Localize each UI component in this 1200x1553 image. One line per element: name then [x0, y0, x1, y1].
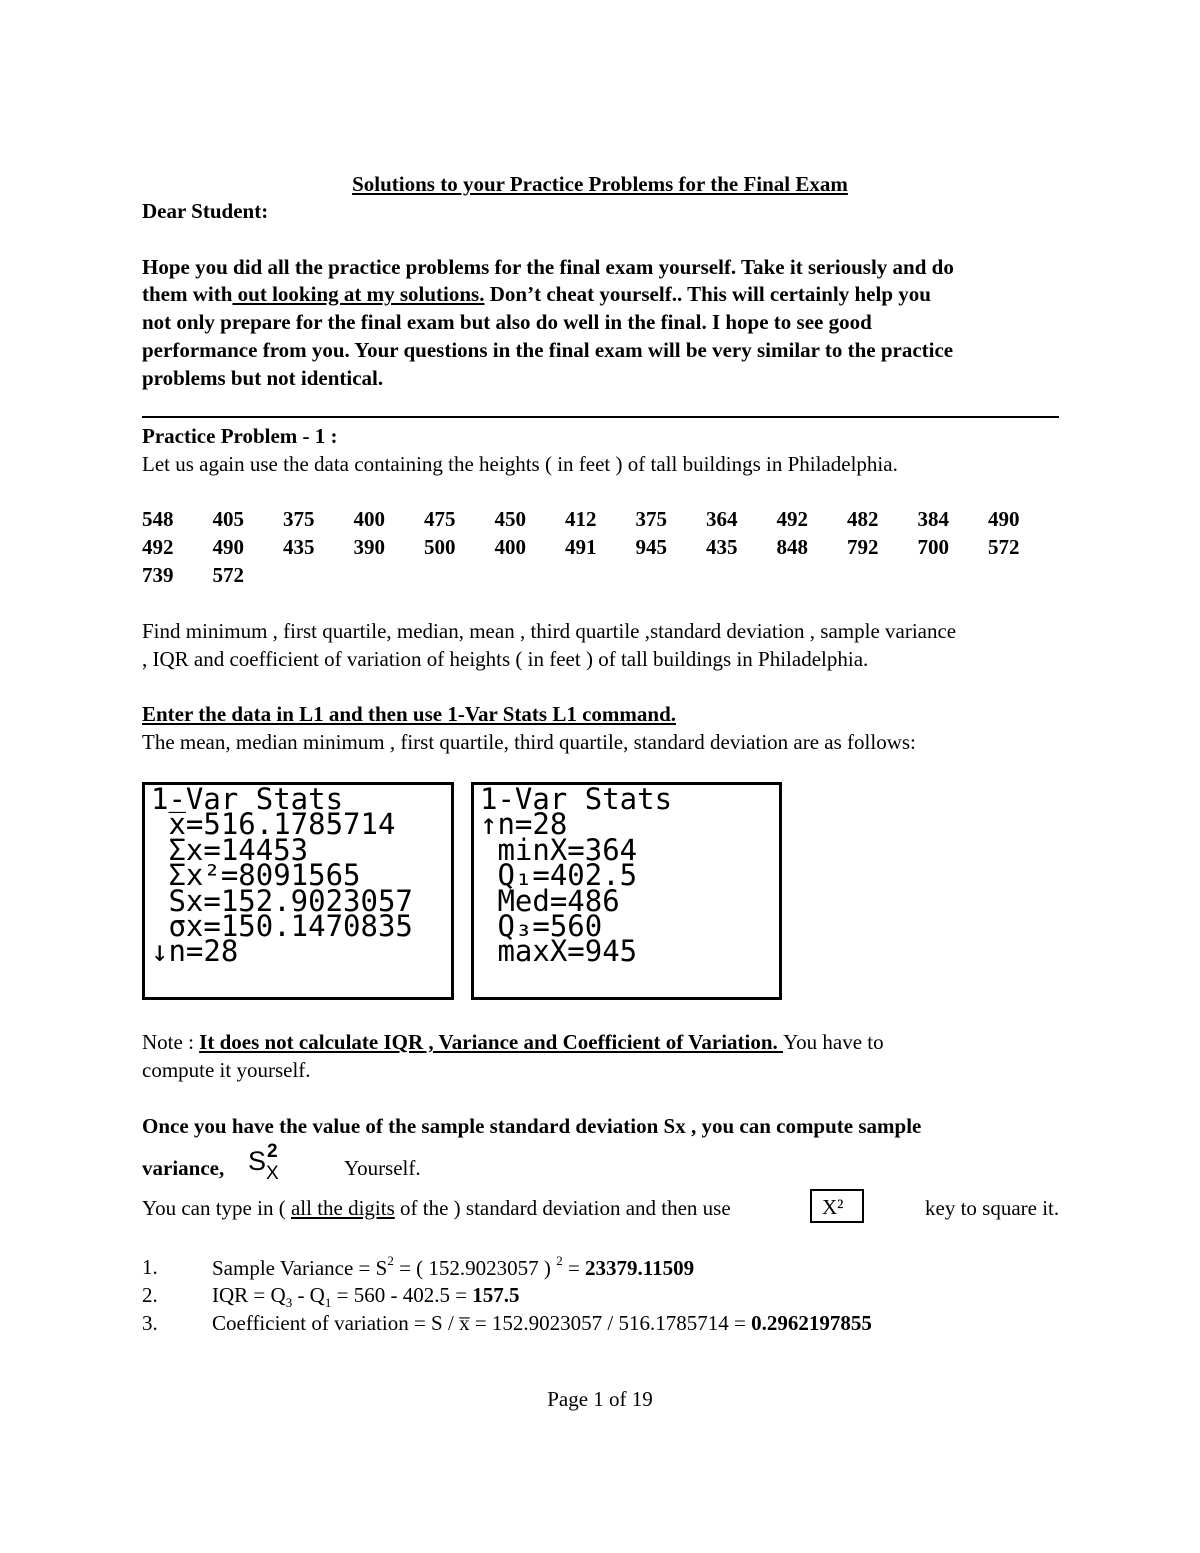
data-value: 375 [635, 507, 667, 531]
data-value: 792 [847, 535, 879, 559]
result-1 [212, 1255, 694, 1281]
data-value: 435 [283, 535, 315, 559]
result-2-value: 157.5 [472, 1283, 520, 1307]
data-value: 492 [776, 507, 808, 531]
result-3 [212, 1311, 872, 1336]
document-title: Solutions to your Practice Problems for the Final Exam [352, 172, 848, 196]
intro-line-2-c: Don’t cheat yourself.. This will certainly help you [484, 282, 931, 306]
result-2-text-c: = 560 - 402.5 = [331, 1283, 473, 1307]
calculator-line: Σx²=8091565 [151, 858, 361, 893]
data-value: 384 [917, 507, 949, 531]
data-value: 572 [212, 563, 244, 587]
variance-symbol-sup: 2 [267, 1141, 278, 1162]
result-2-text: IQR = Q [212, 1283, 286, 1307]
note-line-1 [142, 1030, 884, 1055]
data-value: 548 [142, 507, 174, 531]
variance-yourself: Yourself. [344, 1156, 421, 1180]
calculator-line: Q₁=402.5 [480, 858, 638, 893]
result-2 [212, 1283, 520, 1311]
data-value: 390 [353, 535, 385, 559]
note-prefix: Note : [142, 1030, 200, 1054]
problem-heading: Practice Problem - 1 : [142, 424, 338, 448]
data-value: 405 [212, 507, 244, 531]
data-row-3 [142, 563, 283, 588]
x-squared-key-label: X² [822, 1195, 844, 1219]
data-value: 490 [988, 507, 1020, 531]
data-value: 945 [635, 535, 667, 559]
variance-symbol [248, 1141, 279, 1184]
data-value: 435 [706, 535, 738, 559]
variance-line-3-d: key to square it. [925, 1196, 1060, 1220]
intro-line-4: performance from you. Your questions in the final exam will be very similar to the practice [142, 338, 954, 362]
result-1-text-c: = [562, 1256, 586, 1280]
result-1-number: 1. [142, 1255, 158, 1279]
result-2-sub: 3 [285, 1295, 293, 1311]
data-value: 364 [706, 507, 738, 531]
data-value: 492 [142, 535, 174, 559]
calculator-line: Q₃=560 [480, 909, 603, 943]
intro-line-5: problems but not identical. [142, 366, 384, 390]
calculator-line: minX=364 [480, 832, 638, 867]
data-value: 412 [565, 507, 597, 531]
intro-line-3: not only prepare for the final exam but also do well in the final. I hope to see good [142, 310, 872, 334]
task-line-2: , IQR and coefficient of variation of heights ( in feet ) of tall buildings in Philadelphia. [142, 647, 869, 671]
calculator-screen-2 [471, 782, 782, 1000]
data-value: 848 [776, 535, 808, 559]
data-value: 490 [212, 535, 244, 559]
data-value: 482 [847, 507, 879, 531]
data-row-2 [142, 535, 1059, 560]
instruction-followup: The mean, median minimum , first quartile, third quartile, standard deviation are as follows: [142, 730, 916, 754]
result-1-text: Sample Variance = S [212, 1256, 388, 1280]
result-3-text: Coefficient of variation = S / x̅ = 152.9023057 / 516.1785714 = [212, 1311, 752, 1335]
note-suffix: You have to [783, 1030, 884, 1054]
data-value: 700 [917, 535, 949, 559]
result-1-sup: 2 [387, 1253, 394, 1268]
variance-line-3-c: of the ) standard deviation and then use [394, 1196, 731, 1220]
data-value: 500 [424, 535, 456, 559]
data-row-1 [142, 507, 1059, 532]
result-3-value: 0.2962197855 [751, 1311, 872, 1335]
calculator-line: Sx=152.9023057 [151, 883, 413, 918]
variance-symbol-sub: X [266, 1163, 279, 1184]
note-line-2: compute it yourself. [142, 1058, 311, 1082]
variance-line-3-a: You can type in ( [142, 1196, 291, 1220]
all-the-digits: all the digits [290, 1196, 395, 1220]
section-divider [142, 416, 1059, 418]
result-1-value: 23379.11509 [585, 1256, 695, 1280]
variance-label: variance, [142, 1156, 225, 1180]
calculator-line: Med=486 [480, 883, 620, 918]
variance-line-3 [142, 1196, 731, 1221]
problem-statement: Let us again use the data containing the heights ( in feet ) of tall buildings in Philadelphia. [142, 452, 898, 476]
calculator-line: ↑n=28 [480, 807, 568, 842]
intro-line-1: Hope you did all the practice problems for the final exam yourself. Take it seriously and do [142, 255, 954, 279]
variance-symbol-base: S [248, 1146, 267, 1176]
note-emphasis: It does not calculate IQR , Variance and Coefficient of Variation. [199, 1030, 784, 1054]
data-value: 450 [494, 507, 526, 531]
result-3-number: 3. [142, 1311, 158, 1335]
calculator-line: maxX=945 [480, 934, 638, 969]
calculator-line: x̅=516.1785714 [151, 807, 396, 842]
task-line-1: Find minimum , first quartile, median, mean , third quartile ,standard deviation , sample variance [142, 619, 957, 643]
instruction: Enter the data in L1 and then use 1-Var Stats L1 command. [142, 702, 677, 726]
calculator-line: ↓n=28 [151, 934, 239, 969]
intro-line-2-a: them with [142, 282, 233, 306]
calculator-line: 1-Var Stats [151, 782, 344, 816]
result-2-sub-2: 1 [324, 1295, 332, 1311]
data-value: 739 [142, 563, 174, 587]
data-value: 400 [494, 535, 526, 559]
calculator-screen-1 [142, 782, 454, 1000]
calculator-line: 1-Var Stats [480, 782, 673, 816]
data-value: 475 [424, 507, 456, 531]
data-value: 375 [283, 507, 315, 531]
variance-line-1: Once you have the value of the sample standard deviation Sx , you can compute sample [142, 1114, 922, 1138]
calculator-line: Σx=14453 [151, 832, 309, 867]
result-2-number: 2. [142, 1283, 158, 1307]
x-squared-key [810, 1189, 864, 1223]
result-1-sup-2: 2 [556, 1253, 563, 1268]
data-value: 400 [353, 507, 385, 531]
result-1-text-b: = ( 152.9023057 ) [393, 1256, 557, 1280]
intro-line-2-underlined: out looking at my solutions. [232, 282, 485, 306]
calculator-line: σx=150.1470835 [151, 909, 413, 943]
page-footer: Page 1 of 19 [547, 1387, 653, 1411]
intro-line-2 [142, 282, 931, 307]
result-2-text-b: - Q [292, 1283, 325, 1307]
data-value: 491 [565, 535, 597, 559]
data-value: 572 [988, 535, 1020, 559]
greeting: Dear Student: [142, 199, 269, 223]
